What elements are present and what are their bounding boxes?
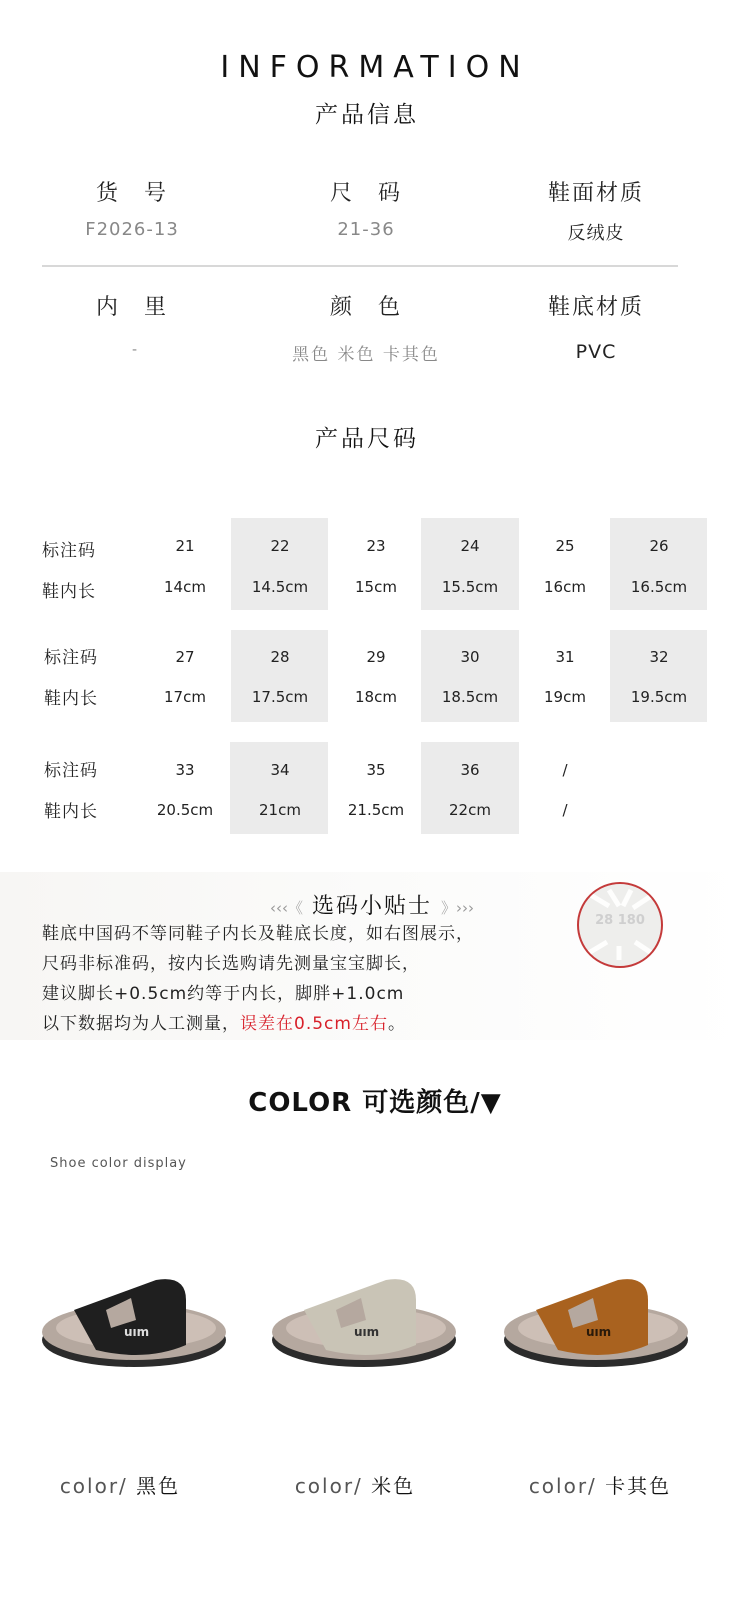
- slipper-black-image: [36, 1270, 231, 1380]
- svg-text:uım: uım: [124, 1325, 150, 1339]
- chevrons-left-icon: ‹‹‹《: [270, 899, 303, 917]
- size-shade: [231, 518, 328, 610]
- info-divider: [42, 265, 678, 267]
- row-label-size: 标注码: [44, 761, 98, 781]
- info-label-item-number: 货 号: [95, 181, 168, 206]
- length-cell: 22cm: [449, 801, 491, 819]
- size-cell: 32: [649, 648, 669, 666]
- length-cell: 17.5cm: [251, 688, 309, 706]
- info-label-lining: 内 里: [95, 295, 168, 320]
- length-cell: 19cm: [544, 688, 586, 706]
- row-label-size: 标注码: [44, 648, 98, 668]
- size-shade: [421, 742, 519, 834]
- color-caption-khaki: color/ 卡其色: [528, 1474, 672, 1498]
- color-heading: COLOR 可选颜色/▼: [248, 1088, 502, 1118]
- slipper-khaki-image: [498, 1270, 693, 1380]
- size-shade: [230, 742, 328, 834]
- info-value-sole-material: PVC: [575, 341, 617, 363]
- info-label-size: 尺 码: [329, 181, 402, 206]
- size-shade: [610, 518, 707, 610]
- size-cell: 30: [460, 648, 480, 666]
- info-label-sole-material: 鞋底材质: [547, 295, 644, 320]
- tips-line-3: 建议脚长+0.5cm约等于内长，脚胖+1.0cm: [42, 984, 405, 1004]
- tips-line-2: 尺码非标准码，按内长选购请先测量宝宝脚长，: [42, 954, 420, 974]
- info-value-lining: -: [131, 342, 139, 358]
- size-tips-title: ‹‹‹《 选码小贴士 》›››: [270, 894, 475, 919]
- size-cell: 21: [175, 537, 195, 555]
- length-cell: 15cm: [355, 578, 397, 596]
- size-shade: [610, 630, 707, 722]
- length-cell: 21.5cm: [347, 801, 405, 819]
- tips-line-1: 鞋底中国码不等同鞋子内长及鞋底长度，如右图展示，: [42, 924, 474, 944]
- info-value-item-number: F2026-13: [85, 219, 179, 240]
- row-label-length: 鞋内长: [44, 689, 98, 709]
- size-shade: [231, 630, 328, 722]
- svg-text:uım: uım: [586, 1325, 612, 1339]
- size-section-title: 产品尺码: [315, 426, 419, 452]
- info-value-size: 21-36: [337, 219, 395, 240]
- size-cell: 36: [460, 761, 480, 779]
- size-cell: 35: [366, 761, 386, 779]
- length-cell: 20.5cm: [156, 801, 214, 819]
- size-cell: 25: [555, 537, 575, 555]
- length-cell: 16.5cm: [630, 578, 688, 596]
- length-cell: 19.5cm: [630, 688, 688, 706]
- length-cell: 17cm: [164, 688, 206, 706]
- size-cell: 31: [555, 648, 575, 666]
- slipper-beige-image: [266, 1270, 461, 1380]
- size-cell: 29: [366, 648, 386, 666]
- sole-size-stamp-image: [577, 882, 663, 968]
- info-label-color: 颜 色: [329, 295, 402, 320]
- length-cell: 15.5cm: [441, 578, 499, 596]
- length-cell: /: [562, 801, 568, 819]
- size-shade: [421, 518, 519, 610]
- length-cell: 14cm: [164, 578, 206, 596]
- info-value-color: 黑色 米色 卡其色: [292, 345, 440, 365]
- length-cell: 14.5cm: [251, 578, 309, 596]
- size-cell: 24: [460, 537, 480, 555]
- info-value-upper-material: 反绒皮: [567, 223, 625, 244]
- length-cell: 18.5cm: [441, 688, 499, 706]
- size-cell: 22: [270, 537, 290, 555]
- tips-line-4: 以下数据均为人工测量，误差在0.5cm左右。: [42, 1014, 406, 1034]
- length-cell: 18cm: [355, 688, 397, 706]
- size-shade: [421, 630, 519, 722]
- row-label-size: 标注码: [42, 541, 96, 561]
- size-cell: 28: [270, 648, 290, 666]
- size-cell: 27: [175, 648, 195, 666]
- page-title-en: INFORMATION: [220, 50, 530, 85]
- size-cell: 26: [649, 537, 669, 555]
- size-cell: 23: [366, 537, 386, 555]
- color-caption-beige: color/ 米色: [294, 1474, 416, 1498]
- length-cell: 21cm: [259, 801, 301, 819]
- size-cell: 34: [270, 761, 290, 779]
- stamp-numbers: 28 180: [595, 913, 645, 928]
- color-subtitle: Shoe color display: [50, 1156, 187, 1171]
- size-cell: 33: [175, 761, 195, 779]
- row-label-length: 鞋内长: [44, 802, 98, 822]
- chevrons-right-icon: 》›››: [441, 899, 475, 917]
- svg-text:uım: uım: [354, 1325, 380, 1339]
- length-cell: 16cm: [544, 578, 586, 596]
- info-label-upper-material: 鞋面材质: [547, 181, 644, 206]
- page-title-cn: 产品信息: [315, 102, 419, 128]
- row-label-length: 鞋内长: [42, 582, 96, 602]
- size-cell: /: [562, 761, 568, 779]
- color-caption-black: color/ 黑色: [59, 1474, 181, 1498]
